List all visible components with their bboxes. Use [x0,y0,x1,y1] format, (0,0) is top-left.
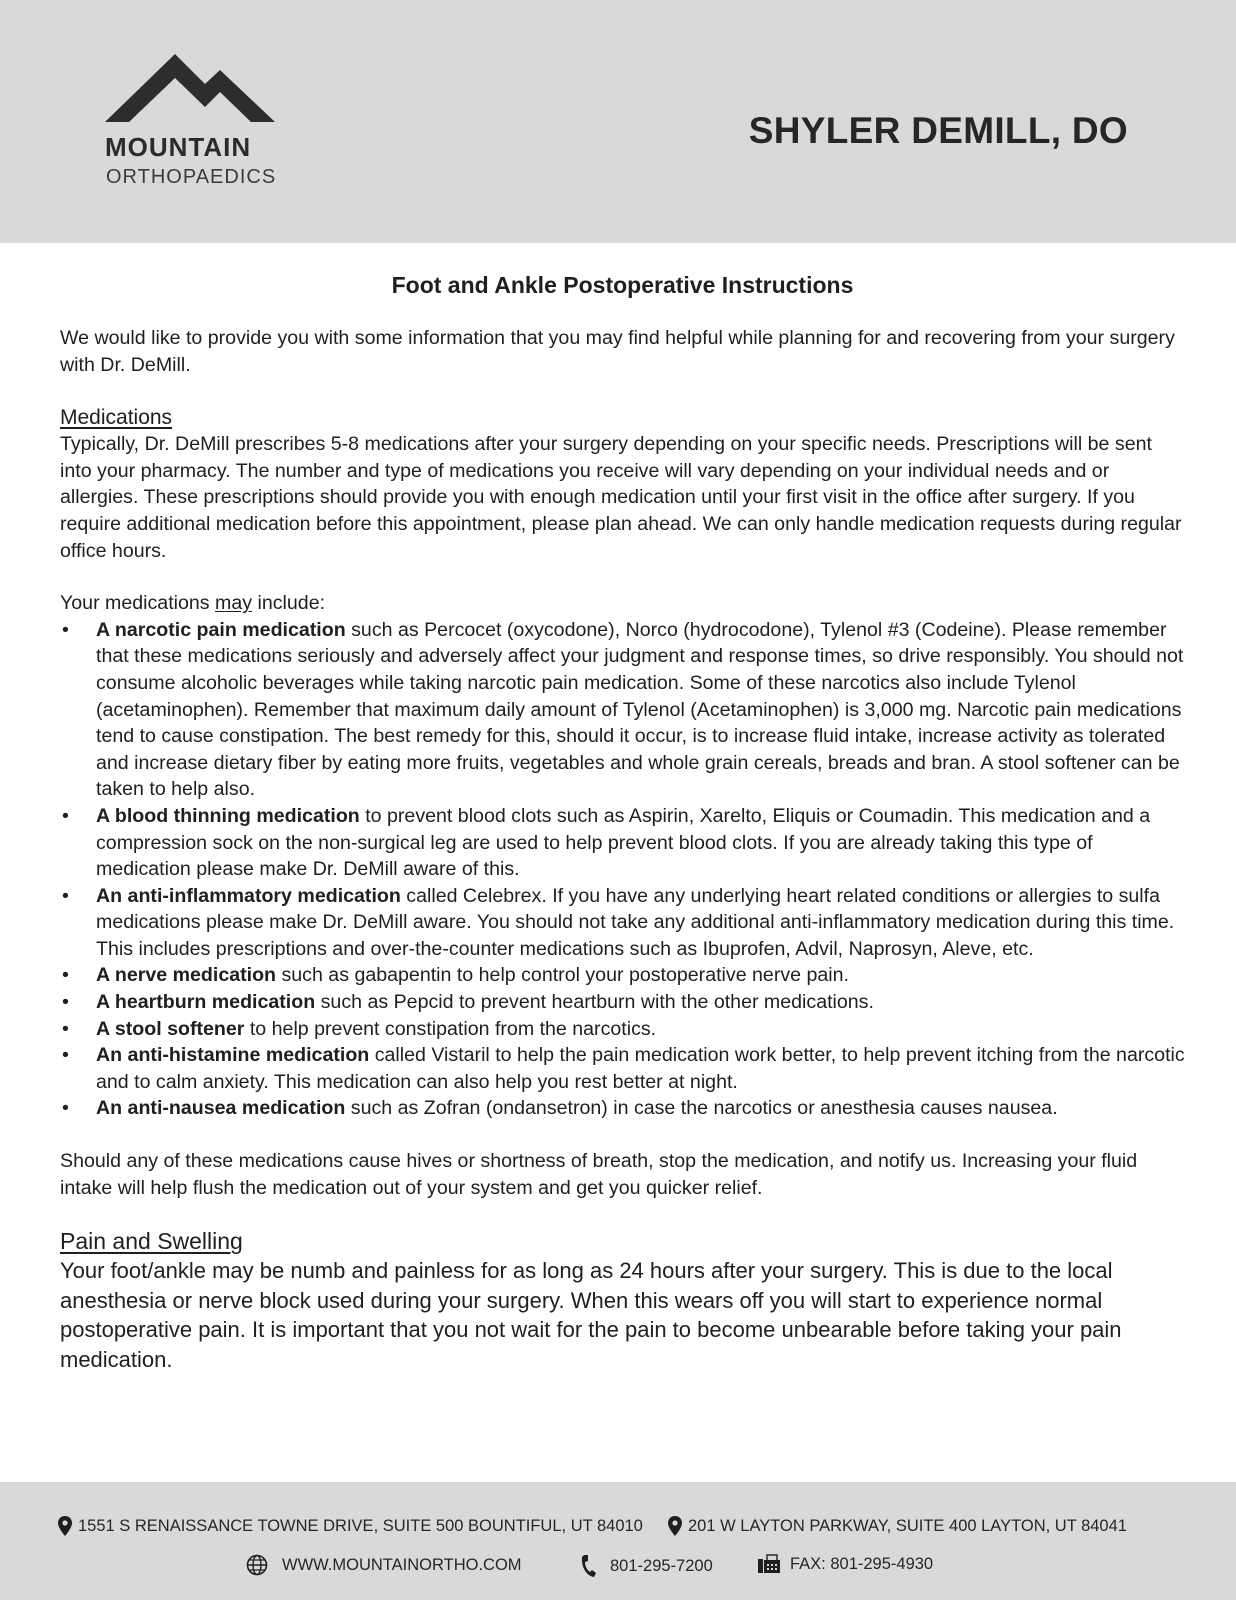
list-item: • A nerve medication such as gabapentin to help control your postoperative nerve pain. [60,962,1185,989]
bullet: • [62,804,69,827]
list-item: • An anti-inflammatory medication called Celebrex. If you have any underlying heart related conditions or allergies to sulfa medications please make Dr. DeMill aware. You should not take any additional anti-inflammatory medication during this time. This includes prescriptions and over-the-counter medications such as Ibuprofen, Advil, Naprosyn, Aleve, etc. [62,884,1175,960]
intro-paragraph: We would like to provide you with some information that you may find helpful while planning for and recovering from your surgery with Dr. DeMill. [60,327,1175,376]
bullet: • [62,991,69,1014]
page-title: Foot and Ankle Postoperative Instructions [391,272,854,298]
bullet: • [62,1097,69,1120]
phone-number[interactable]: 801-295-7200 [580,1554,713,1578]
bullet: • [62,884,69,907]
fax-number: FAX: 801-295-4930 [758,1554,933,1574]
medications-list-intro: Your medications may include: [60,592,326,615]
globe-icon [246,1554,274,1576]
list-item: • A stool softener to help prevent constipation from the narcotics. [60,1016,1185,1043]
list-item: • A narcotic pain medication such as Percocet (oxycodone), Norco (hydrocodone), Tylenol #3 (Codeine). Please remember that these medications seriously and adversely affect your judgment and response times, so drive responsibly. You should not consume alcoholic beverages while taking narcotic pain medication. Some of these narcotics also include Tylenol (acetaminophen). Remember that maximum daily amount of Tylenol (Acetaminophen) is 3,000 mg. Narcotic pain medications tend to cause constipation. The best remedy for this, should it occur, is to increase fluid intake, increase activity as tolerated and increase dietary fiber by eating more fruits, vegetables and whole grain cereals, breads and bran. A stool softener can be taken to help also. [62,618,1184,801]
bullet: • [62,618,69,641]
document-body [60,272,1185,1374]
medications-closing: Should any of these medications cause hives or shortness of breath, stop the medication, and notify us. Increasing your fluid intake will help flush the medication out of your system and get you quicker relief. [60,1150,1138,1199]
header-banner [0,0,1236,243]
location-pin-icon [58,1516,78,1536]
address-2: 201 W LAYTON PARKWAY, SUITE 400 LAYTON, UT 84041 [668,1516,1127,1536]
medications-list [60,617,1185,1122]
website-link[interactable]: WWW.MOUNTAINORTHO.COM [246,1554,522,1576]
footer-banner [0,1482,1236,1600]
list-item: • A blood thinning medication to prevent blood clots such as Aspirin, Xarelto, Eliquis or Coumadin. This medication and a compression sock on the non-surgical leg are used to help prevent blood clots. If you are already taking this type of medication please make Dr. DeMill aware of this. [62,804,1151,881]
medications-heading: Medications [60,406,173,430]
fax-icon [758,1554,786,1574]
medications-paragraph: Typically, Dr. DeMill prescribes 5-8 medications after your surgery depending on your specific needs. Prescriptions will be sent into your pharmacy. The number and type of medications you receive will vary depending on your individual needs and or allergies. These prescriptions should provide you with enough medication until your first visit in the office after surgery. If you require additional medication before this appointment, please plan ahead. We can only handle medication requests during regular office hours. [60,433,1182,562]
pain-swelling-heading: Pain and Swelling [60,1228,243,1255]
list-item: • An anti-nausea medication such as Zofran (ondansetron) in case the narcotics or anesthesia causes nausea. [60,1095,1185,1122]
pain-paragraph: Your foot/ankle may be numb and painless for as long as 24 hours after your surgery. This is due to the local anesthesia or nerve block used during your surgery. When this wears off you will start to experience normal postoperative pain. It is important that you not wait for the pain to become unbearable before taking your pain medication. [60,1258,1122,1372]
bullet: • [62,1044,69,1067]
doctor-name: SHYLER DEMILL, DO [748,110,1128,151]
address-1: 1551 S RENAISSANCE TOWNE DRIVE, SUITE 500 BOUNTIFUL, UT 84010 [58,1516,643,1536]
mountain-logo-icon [105,52,285,124]
list-item: • A heartburn medication such as Pepcid to prevent heartburn with the other medications. [60,989,1185,1016]
brand-name: MOUNTAIN [105,132,252,162]
phone-icon [580,1554,604,1578]
brand-subtitle: ORTHOPAEDICS [106,166,277,188]
bullet: • [62,964,69,987]
list-item: • An anti-histamine medication called Vistaril to help the pain medication work better, to help prevent itching from the narcotic and to calm anxiety. This medication can also help you rest better at night. [62,1044,1185,1093]
location-pin-icon [668,1516,688,1536]
bullet: • [62,1017,69,1040]
